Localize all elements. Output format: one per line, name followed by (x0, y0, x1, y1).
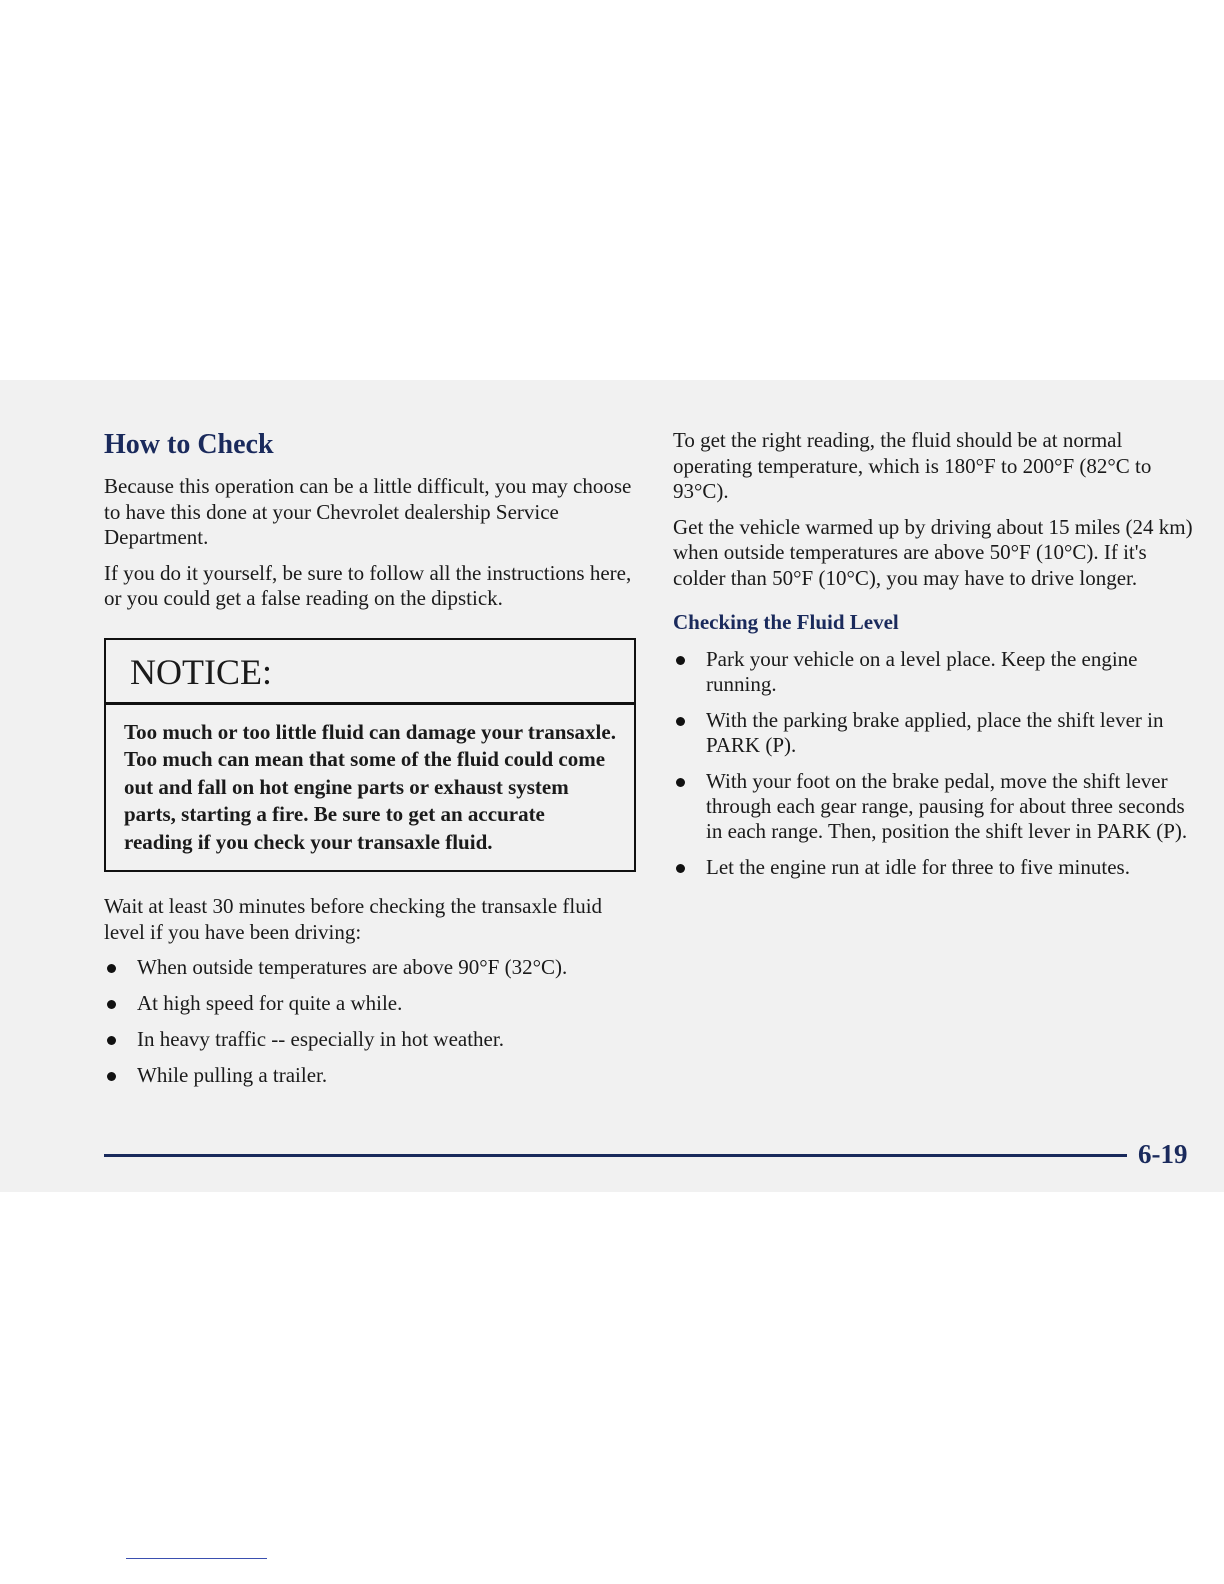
bullet-icon (107, 1072, 116, 1081)
list-item: When outside temperatures are above 90°F (32°C). (104, 955, 634, 980)
page-number: 6-19 (1138, 1139, 1188, 1169)
notice-body: Too much or too little fluid can damage your transaxle. Too much can mean that some of the fluid could come out and fall on hot engine parts or exhaust system parts, starting a fire. Be sure to get an accurate reading if you check your transaxle fluid. (124, 719, 616, 854)
list-item: Park your vehicle on a level place. Keep the engine running. (673, 647, 1198, 697)
list-item: With the parking brake applied, place the shift lever in PARK (P). (673, 708, 1198, 758)
bullet-icon (107, 1036, 116, 1045)
temperature-paragraph: To get the right reading, the fluid should be at normal operating temperature, which is 180°F to 200°F (82°C to 93°C). (673, 428, 1152, 503)
list-item: At high speed for quite a while. (104, 991, 634, 1016)
left-column (104, 428, 634, 1099)
bullet-icon (676, 717, 685, 726)
bullet-icon (676, 778, 685, 787)
intro-paragraph: Because this operation can be a little difficult, you may choose to have this done at your Chevrolet dealership Service Department. (104, 474, 632, 549)
list-item: While pulling a trailer. (104, 1063, 634, 1088)
bullet-icon (107, 964, 116, 973)
list-item: In heavy traffic -- especially in hot weather. (104, 1027, 634, 1052)
wait-paragraph: Wait at least 30 minutes before checking the transaxle fluid level if you have been driving: (104, 894, 603, 944)
notice-box (104, 638, 636, 873)
notice-heading: NOTICE: (106, 640, 634, 705)
footer-rule (104, 1154, 1127, 1157)
conditions-list (104, 955, 634, 1088)
steps-list (673, 647, 1198, 880)
bullet-icon (676, 656, 685, 665)
divider (126, 1558, 267, 1559)
list-item: Let the engine run at idle for three to five minutes. (673, 855, 1198, 880)
list-item: With your foot on the brake pedal, move the shift lever through each gear range, pausing for about three seconds in each range. Then, position the shift lever in PARK (P). (673, 769, 1198, 844)
instructions-paragraph: If you do it yourself, be sure to follow all the instructions here, or you could get a false reading on the dipstick. (104, 560, 632, 610)
bullet-icon (676, 864, 685, 873)
bullet-icon (107, 1000, 116, 1009)
subsection-title: Checking the Fluid Level (673, 610, 899, 634)
right-column (673, 428, 1198, 891)
section-title: How to Check (104, 429, 274, 460)
warmup-paragraph: Get the vehicle warmed up by driving about 15 miles (24 km) when outside temperatures are above 50°F (10°C). If it's colder than 50°F (10°C), you may have to drive longer. (673, 514, 1193, 590)
